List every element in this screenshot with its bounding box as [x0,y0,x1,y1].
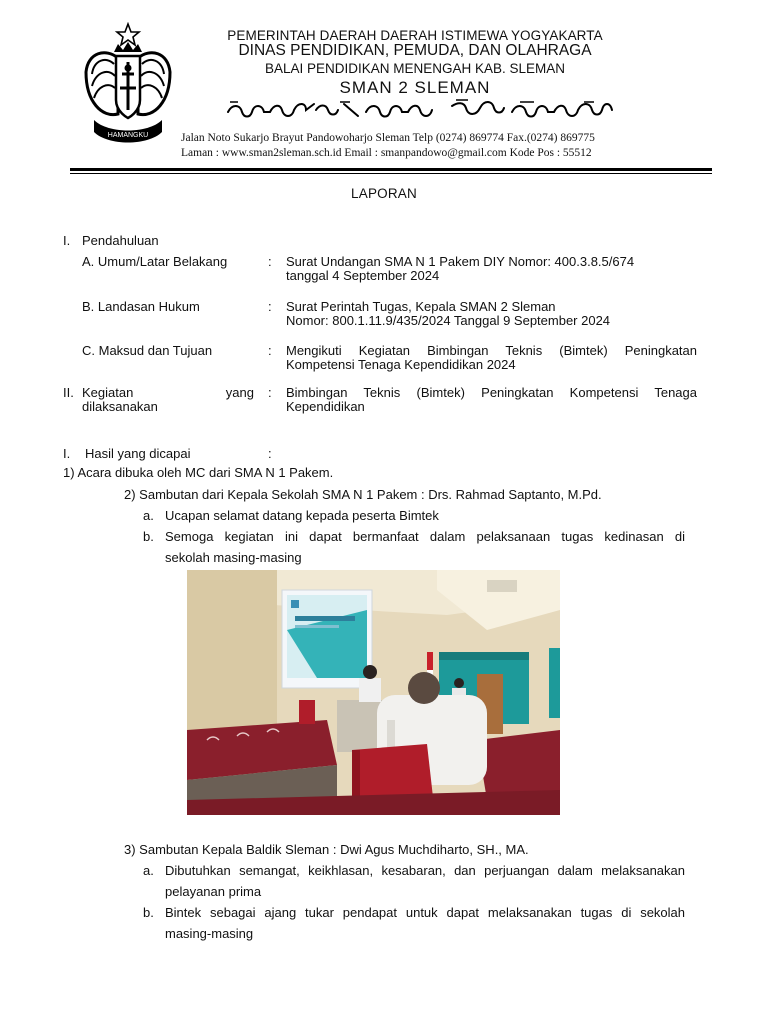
item-b-colon: : [268,299,272,314]
result-2b-line1: Semoga kegiatan ini dapat bermanfaat dalam pelaksanaan tugas kedinasan di [165,529,685,544]
result-1: 1) Acara dibuka oleh MC dari SMA N 1 Pakem. [63,465,334,480]
result-2a-text: Ucapan selamat datang kepada peserta Bimtek [165,508,439,523]
item-b-value-line2: Nomor: 800.1.11.9/435/2024 Tanggal 9 September 2024 [286,313,611,328]
result-3b-line2: masing-masing [165,926,254,941]
result-3b-line1: Bintek sebagai ajang tukar pendapat untuk dapat melaksanakan tugas di sekolah [165,905,685,920]
result-2b-marker: b. [143,529,154,544]
item-b-value-line1: Surat Perintah Tugas, Kepala SMAN 2 Sleman [286,299,556,314]
crest-logo [78,22,178,152]
letterhead-department: DINAS PENDIDIKAN, PEMUDA, DAN OLAHRAGA [238,42,592,59]
section-1-number: I. [63,233,71,248]
item-c-value-line1: Mengikuti Kegiatan Bimbingan Teknis (Bimtek) Peningkatan [286,343,697,358]
item-a-value-line1: Surat Undangan SMA N 1 Pakem DIY Nomor: 400.3.8.5/674 [286,254,635,269]
letterhead-government: PEMERINTAH DAERAH DAERAH ISTIMEWA YOGYAKARTA [227,28,603,43]
result-3: 3) Sambutan Kepala Baldik Sleman : Dwi Agus Muchdiharto, SH., MA. [124,842,529,857]
letterhead-office: BALAI PENDIDIKAN MENENGAH KAB. SLEMAN [264,61,566,76]
item-c-colon: : [268,343,272,358]
result-3a-line2: pelayanan prima [165,884,262,899]
item-a-label: A. Umum/Latar Belakang [82,254,228,269]
section-3-title: Hasil yang dicapai [85,446,191,461]
letterhead-rule-thin [70,173,712,174]
letterhead-school-name: SMAN 2 SLEMAN [339,78,491,97]
section-1-title: Pendahuluan [82,233,159,248]
item-a-value-line2: tanggal 4 September 2024 [286,268,440,283]
section-2-label-line1: Kegiatan yang [82,385,254,400]
result-2a-marker: a. [143,508,154,523]
item-b-label: B. Landasan Hukum [82,299,200,314]
result-2: 2) Sambutan dari Kepala Sekolah SMA N 1 Pakem : Drs. Rahmad Saptanto, M.Pd. [124,487,602,502]
section-2-colon: : [268,385,272,400]
item-c-value-line2: Kompetensi Tenaga Kependidikan 2024 [286,357,516,372]
item-a-colon: : [268,254,272,269]
school-contact: Laman : www.sman2sleman.sch.id Email : smanpandowo@gmail.com Kode Pos : 55512 [181,147,592,159]
javanese-script-graphic [220,96,640,124]
section-2-label-line2: dilaksanakan [82,399,158,414]
result-3b-marker: b. [143,905,154,920]
result-3a-line1: Dibutuhkan semangat, keikhlasan, kesabaran, dan perjuangan dalam melaksanakan [165,863,685,878]
document-title: LAPORAN [351,186,417,201]
result-3a-marker: a. [143,863,154,878]
letterhead-rule-thick [70,168,712,171]
section-3-colon: : [268,446,272,461]
event-photo [187,570,560,815]
result-2b-line2: sekolah masing-masing [165,550,302,565]
section-3-number: I. [63,446,71,461]
crest-ribbon-text: HAMANGKU [107,132,149,139]
section-2-value-line2: Kependidikan [286,399,365,414]
section-2-value-line1: Bimbingan Teknis (Bimtek) Peningkatan Kompetensi Tenaga [286,385,697,400]
section-2-number: II. [63,385,74,400]
item-c-label: C. Maksud dan Tujuan [82,343,213,358]
school-address: Jalan Noto Sukarjo Brayut Pandowoharjo Sleman Telp (0274) 869774 Fax.(0274) 869775 [181,132,595,144]
